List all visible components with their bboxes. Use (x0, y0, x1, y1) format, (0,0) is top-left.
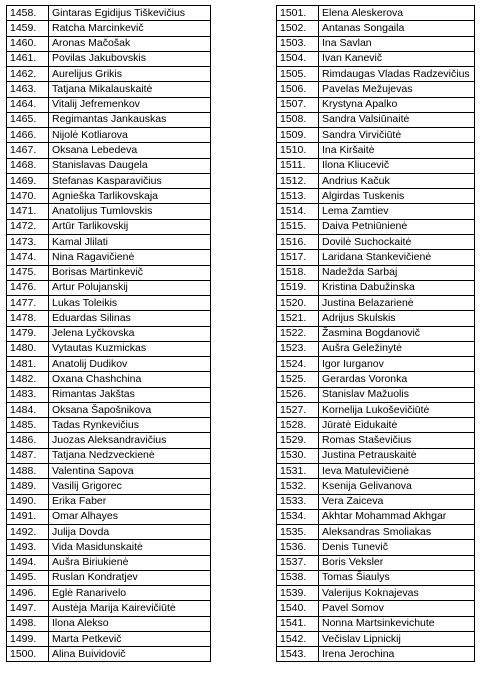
person-name: Aušra Biriukienė (49, 555, 211, 570)
table-row (277, 234, 475, 249)
row-number: 1484. (7, 402, 49, 417)
table-row (7, 280, 211, 295)
row-number: 1526. (277, 387, 319, 402)
person-name: Akhtar Mohammad Akhgar (319, 509, 475, 524)
table-row (7, 250, 211, 265)
row-number: 1465. (7, 112, 49, 127)
row-number: 1478. (7, 311, 49, 326)
row-number: 1459. (7, 21, 49, 36)
person-name: Borisas Martinkevič (49, 265, 211, 280)
table-row (7, 326, 211, 341)
table-row (7, 433, 211, 448)
row-number: 1522. (277, 326, 319, 341)
table-row (277, 463, 475, 478)
person-name: Tadas Rynkevičius (49, 418, 211, 433)
table-row (7, 540, 211, 555)
row-number: 1507. (277, 97, 319, 112)
person-name: Ilona Alekso (49, 616, 211, 631)
person-name: Sandra Valsiūnaitė (319, 112, 475, 127)
row-number: 1514. (277, 204, 319, 219)
person-name: Regimantas Jankauskas (49, 112, 211, 127)
table-row (7, 525, 211, 540)
person-name: Andrius Kačuk (319, 173, 475, 188)
person-name: Gerardas Voronka (319, 372, 475, 387)
table-row (7, 265, 211, 280)
person-name: Nijolė Kotliarova (49, 128, 211, 143)
row-number: 1528. (277, 418, 319, 433)
person-name: Boris Veksler (319, 555, 475, 570)
row-number: 1516. (277, 234, 319, 249)
table-row (277, 189, 475, 204)
row-number: 1481. (7, 357, 49, 372)
person-name: Antanas Songaila (319, 21, 475, 36)
person-name: Ksenija Gelivanova (319, 479, 475, 494)
row-number: 1543. (277, 647, 319, 662)
row-number: 1483. (7, 387, 49, 402)
table-row (7, 631, 211, 646)
row-number: 1474. (7, 250, 49, 265)
row-number: 1493. (7, 540, 49, 555)
table-row (7, 509, 211, 524)
person-name: Nina Ragavičienė (49, 250, 211, 265)
table-row (7, 372, 211, 387)
table-row (277, 67, 475, 82)
row-number: 1508. (277, 112, 319, 127)
person-name: Erika Faber (49, 494, 211, 509)
row-number: 1511. (277, 158, 319, 173)
table-row (277, 143, 475, 158)
table-row (7, 173, 211, 188)
row-number: 1458. (7, 6, 49, 21)
table-row (7, 219, 211, 234)
row-number: 1532. (277, 479, 319, 494)
table-row (7, 479, 211, 494)
person-name: Aurelijus Grikis (49, 67, 211, 82)
row-number: 1530. (277, 448, 319, 463)
row-number: 1472. (7, 219, 49, 234)
table-row (7, 311, 211, 326)
row-number: 1513. (277, 189, 319, 204)
table-row (7, 402, 211, 417)
row-number: 1542. (277, 631, 319, 646)
row-number: 1506. (277, 82, 319, 97)
row-number: 1485. (7, 418, 49, 433)
table-row (277, 265, 475, 280)
person-name: Vida Masidunskaitė (49, 540, 211, 555)
row-number: 1517. (277, 250, 319, 265)
person-name: Kamal Jlilati (49, 234, 211, 249)
row-number: 1537. (277, 555, 319, 570)
table-row (277, 601, 475, 616)
table-row (7, 463, 211, 478)
person-name: Gintaras Egidijus Tiškevičius (49, 6, 211, 21)
person-name: Alina Buividovič (49, 647, 211, 662)
person-name: Valentina Sapova (49, 463, 211, 478)
row-number: 1510. (277, 143, 319, 158)
table-row (7, 36, 211, 51)
person-name: Artūr Tarlikovskij (49, 219, 211, 234)
row-number: 1533. (277, 494, 319, 509)
table-row (277, 479, 475, 494)
table-row (277, 525, 475, 540)
table-row (7, 112, 211, 127)
row-number: 1473. (7, 234, 49, 249)
table-row (277, 540, 475, 555)
table-row (277, 6, 475, 21)
row-number: 1480. (7, 341, 49, 356)
row-number: 1475. (7, 265, 49, 280)
person-name: Julija Dovda (49, 525, 211, 540)
table-row (277, 357, 475, 372)
person-name: Juozas Aleksandravičius (49, 433, 211, 448)
table-row (277, 311, 475, 326)
person-name: Anatolijus Tumlovskis (49, 204, 211, 219)
table-row (277, 280, 475, 295)
row-number: 1489. (7, 479, 49, 494)
table-row (7, 647, 211, 662)
person-name: Jelena Lyčkovska (49, 326, 211, 341)
table-row (7, 21, 211, 36)
person-name: Austėja Marija Kairevičiūtė (49, 601, 211, 616)
row-number: 1518. (277, 265, 319, 280)
person-name: Žasmina Bogdanovič (319, 326, 475, 341)
row-number: 1496. (7, 586, 49, 601)
row-number: 1536. (277, 540, 319, 555)
person-name: Vasilij Grigorec (49, 479, 211, 494)
table-row (7, 296, 211, 311)
person-name: Povilas Jakubovskis (49, 51, 211, 66)
table-row (277, 494, 475, 509)
table-row (277, 158, 475, 173)
person-name: Vitalij Jefremenkov (49, 97, 211, 112)
person-name: Nadežda Sarbaj (319, 265, 475, 280)
person-name: Krystyna Apalko (319, 97, 475, 112)
row-number: 1500. (7, 647, 49, 662)
table-row (7, 189, 211, 204)
person-name: Ieva Matulevičienė (319, 463, 475, 478)
row-number: 1535. (277, 525, 319, 540)
person-name: Igor Iurganov (319, 357, 475, 372)
table-row (277, 616, 475, 631)
person-name: Stanislav Mažuolis (319, 387, 475, 402)
person-name: Jūratė Eidukaitė (319, 418, 475, 433)
row-number: 1538. (277, 570, 319, 585)
row-number: 1504. (277, 51, 319, 66)
table-row (7, 616, 211, 631)
person-name: Valerijus Koknajevas (319, 586, 475, 601)
table-row (277, 647, 475, 662)
row-number: 1492. (7, 525, 49, 540)
row-number: 1509. (277, 128, 319, 143)
person-name: Ivan Kanevič (319, 51, 475, 66)
row-number: 1498. (7, 616, 49, 631)
person-name: Tomas Šiaulys (319, 570, 475, 585)
table-row (277, 402, 475, 417)
person-name: Rimdaugas Vladas Radzevičius (319, 67, 475, 82)
person-name: Anatolij Dudikov (49, 357, 211, 372)
table-row (7, 97, 211, 112)
table-row (277, 448, 475, 463)
row-number: 1486. (7, 433, 49, 448)
person-name: Dovilė Suchockaitė (319, 234, 475, 249)
row-number: 1460. (7, 36, 49, 51)
person-name: Vera Zaiceva (319, 494, 475, 509)
person-name: Omar Alhayes (49, 509, 211, 524)
person-name: Pavel Somov (319, 601, 475, 616)
table-row (7, 128, 211, 143)
person-name: Elena Aleskerova (319, 6, 475, 21)
person-name: Stefanas Kasparavičius (49, 173, 211, 188)
table-row (277, 631, 475, 646)
person-name: Nonna Martsinkevichute (319, 616, 475, 631)
row-number: 1519. (277, 280, 319, 295)
person-name: Laridana Stankevičienė (319, 250, 475, 265)
row-number: 1487. (7, 448, 49, 463)
person-name: Algirdas Tuskenis (319, 189, 475, 204)
row-number: 1471. (7, 204, 49, 219)
table-row (7, 51, 211, 66)
person-name: Aušra Geležinytė (319, 341, 475, 356)
table-row (277, 326, 475, 341)
row-number: 1490. (7, 494, 49, 509)
row-number: 1512. (277, 173, 319, 188)
row-number: 1488. (7, 463, 49, 478)
left-name-table (6, 5, 211, 662)
table-row (277, 97, 475, 112)
table-row (277, 296, 475, 311)
row-number: 1515. (277, 219, 319, 234)
row-number: 1525. (277, 372, 319, 387)
person-name: Eduardas Silinas (49, 311, 211, 326)
person-name: Eglė Ranarivelo (49, 586, 211, 601)
person-name: Oksana Šapošnikova (49, 402, 211, 417)
person-name: Ruslan Kondratjev (49, 570, 211, 585)
table-row (7, 357, 211, 372)
table-row (277, 570, 475, 585)
table-row (7, 387, 211, 402)
row-number: 1523. (277, 341, 319, 356)
table-row (277, 36, 475, 51)
table-row (7, 494, 211, 509)
row-number: 1482. (7, 372, 49, 387)
row-number: 1495. (7, 570, 49, 585)
row-number: 1520. (277, 296, 319, 311)
person-name: Marta Petkevič (49, 631, 211, 646)
table-row (277, 433, 475, 448)
table-row (7, 555, 211, 570)
person-name: Daiva Petniūnienė (319, 219, 475, 234)
table-row (7, 82, 211, 97)
row-number: 1466. (7, 128, 49, 143)
table-row (7, 158, 211, 173)
row-number: 1541. (277, 616, 319, 631)
left-table-body (7, 6, 211, 662)
person-name: Justina Petrauskaitė (319, 448, 475, 463)
row-number: 1521. (277, 311, 319, 326)
row-number: 1469. (7, 173, 49, 188)
table-row (277, 341, 475, 356)
table-row (7, 418, 211, 433)
person-name: Ilona Kliucevič (319, 158, 475, 173)
row-number: 1479. (7, 326, 49, 341)
person-name: Vytautas Kuzmickas (49, 341, 211, 356)
person-name: Artur Polujanskij (49, 280, 211, 295)
person-name: Lukas Toleikis (49, 296, 211, 311)
person-name: Oxana Chashchina (49, 372, 211, 387)
row-number: 1476. (7, 280, 49, 295)
person-name: Rimantas Jakštas (49, 387, 211, 402)
row-number: 1467. (7, 143, 49, 158)
row-number: 1463. (7, 82, 49, 97)
person-name: Adrijus Skulskis (319, 311, 475, 326)
person-name: Oksana Lebedeva (49, 143, 211, 158)
table-row (277, 173, 475, 188)
table-row (277, 21, 475, 36)
row-number: 1462. (7, 67, 49, 82)
table-row (7, 601, 211, 616)
row-number: 1499. (7, 631, 49, 646)
right-table-body (277, 6, 475, 662)
table-row (277, 250, 475, 265)
table-row (277, 387, 475, 402)
table-row (7, 570, 211, 585)
table-row (277, 372, 475, 387)
person-name: Ratcha Marcinkevič (49, 21, 211, 36)
table-row (277, 509, 475, 524)
table-row (277, 555, 475, 570)
person-name: Aronas Mačošak (49, 36, 211, 51)
person-name: Pavelas Mežujevas (319, 82, 475, 97)
person-name: Aleksandras Smoliakas (319, 525, 475, 540)
person-name: Tatjana Mikalauskaitė (49, 82, 211, 97)
table-row (277, 418, 475, 433)
right-name-table (276, 5, 475, 662)
row-number: 1461. (7, 51, 49, 66)
person-name: Kornelija Lukoševičiūtė (319, 402, 475, 417)
row-number: 1502. (277, 21, 319, 36)
row-number: 1477. (7, 296, 49, 311)
row-number: 1505. (277, 67, 319, 82)
table-row (7, 204, 211, 219)
person-name: Romas Staševičius (319, 433, 475, 448)
table-row (7, 67, 211, 82)
table-row (277, 51, 475, 66)
person-name: Lema Zamtiev (319, 204, 475, 219)
table-row (7, 6, 211, 21)
row-number: 1524. (277, 357, 319, 372)
person-name: Stanislavas Daugela (49, 158, 211, 173)
person-name: Ina Kiršaitė (319, 143, 475, 158)
person-name: Sandra Virvičiūtė (319, 128, 475, 143)
person-name: Kristina Dabužinska (319, 280, 475, 295)
row-number: 1534. (277, 509, 319, 524)
table-row (277, 219, 475, 234)
row-number: 1529. (277, 433, 319, 448)
person-name: Večislav Lipnickij (319, 631, 475, 646)
table-row (7, 586, 211, 601)
row-number: 1497. (7, 601, 49, 616)
table-row (277, 204, 475, 219)
row-number: 1464. (7, 97, 49, 112)
person-name: Irena Jerochina (319, 647, 475, 662)
row-number: 1494. (7, 555, 49, 570)
row-number: 1531. (277, 463, 319, 478)
table-row (277, 586, 475, 601)
row-number: 1527. (277, 402, 319, 417)
person-name: Denis Tunevič (319, 540, 475, 555)
row-number: 1470. (7, 189, 49, 204)
person-name: Tatjana Nedzveckienė (49, 448, 211, 463)
row-number: 1501. (277, 6, 319, 21)
person-name: Agnieška Tarlikovskaja (49, 189, 211, 204)
table-row (277, 82, 475, 97)
row-number: 1503. (277, 36, 319, 51)
row-number: 1468. (7, 158, 49, 173)
table-row (7, 448, 211, 463)
row-number: 1491. (7, 509, 49, 524)
table-row (277, 112, 475, 127)
table-row (7, 234, 211, 249)
row-number: 1540. (277, 601, 319, 616)
table-row (7, 143, 211, 158)
person-name: Ina Savlan (319, 36, 475, 51)
table-row (7, 341, 211, 356)
row-number: 1539. (277, 586, 319, 601)
table-row (277, 128, 475, 143)
person-name: Justina Belazarienė (319, 296, 475, 311)
